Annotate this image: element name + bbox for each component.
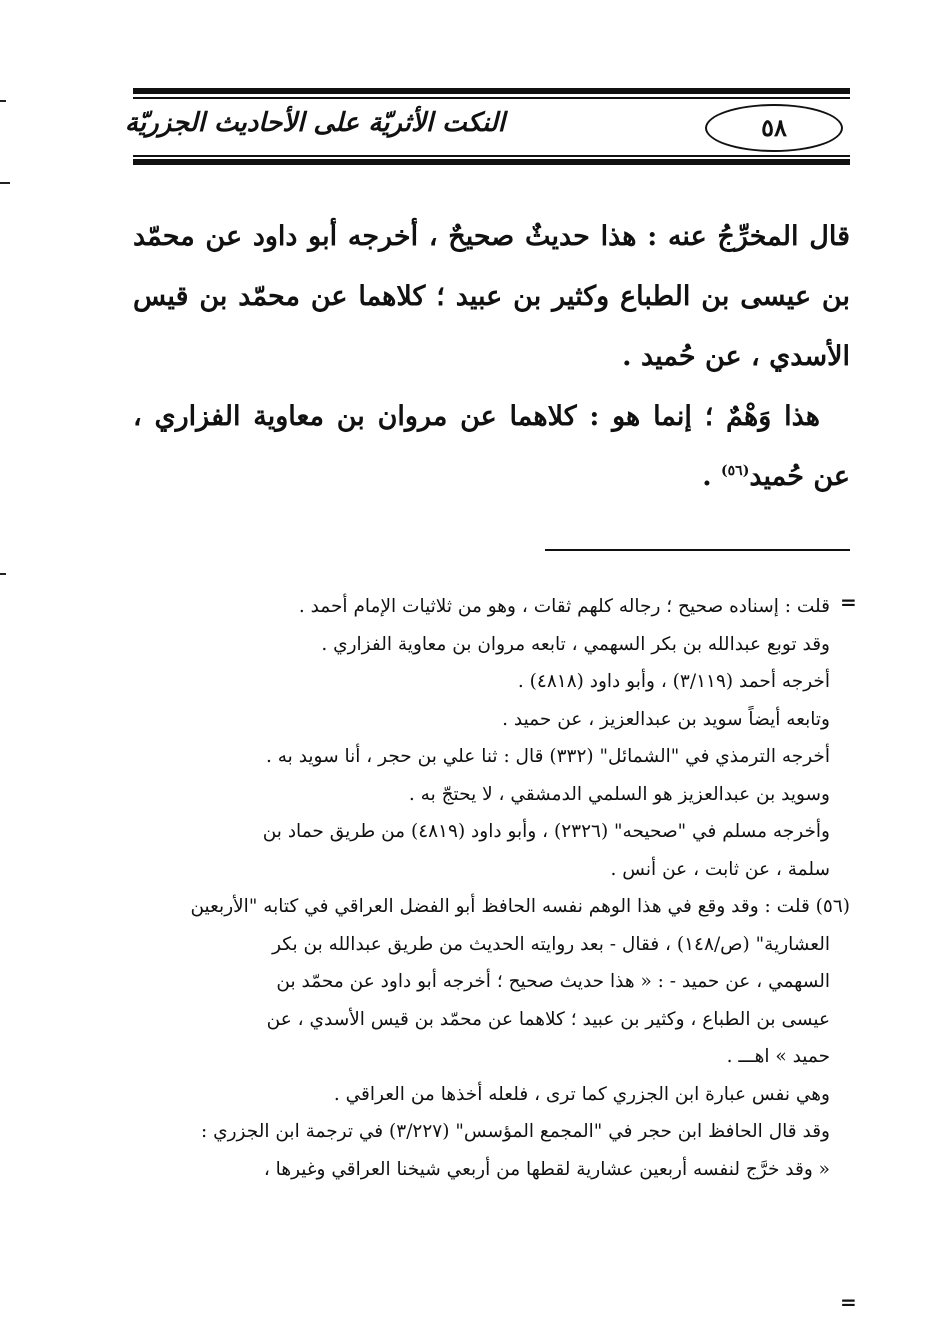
- footnote-line: حميد » اهـــ .: [726, 1046, 830, 1067]
- footnote-line: السهمي ، عن حميد - : « هذا حديث صحيح ؛ أخرجه أبو داود عن محمّد بن: [276, 971, 830, 992]
- body-paragraph-1: قال المخرِّجُ عنه : هذا حديثٌ صحيحٌ ، أخرجه أبو داود عن محمّد بن عيسى بن الطباع وكثير بن عبيد ؛ كلاهما عن محمّد بن قيس الأسدي ، عن حُميد .: [133, 221, 850, 372]
- continuation-marker: =: [840, 590, 857, 614]
- footnote-line: أخرجه أحمد (٣/١١٩) ، وأبو داود (٤٨١٨) .: [517, 671, 830, 692]
- page-number-oval: ٥٨: [705, 104, 843, 152]
- footnote-line: وسويد بن عبدالعزيز هو السلمي الدمشقي ، لا يحتجّ به .: [408, 783, 830, 805]
- header-rule-thick-bottom: [133, 159, 850, 165]
- scan-edge-mark: [0, 573, 6, 575]
- continuation-marker: =: [840, 1290, 857, 1314]
- footnote-line: وهي نفس عبارة ابن الجزري كما ترى ، فلعله أخذها من العراقي .: [333, 1083, 830, 1105]
- footnote-line: وقد توبع عبدالله بن بكر السهمي ، تابعه مروان بن معاوية الفزاري .: [321, 633, 830, 655]
- footnote-56-line: (٥٦) قلت : وقد وقع في هذا الوهم نفسه الحافظ أبو الفضل العراقي في كتابه "الأربعين: [190, 896, 850, 917]
- header-rule-thin-bottom: [133, 155, 850, 157]
- scan-edge-mark: [0, 182, 10, 184]
- body-paragraph-2-text: هذا وَهْمٌ ؛ إنما هو : كلاهما عن مروان بن معاوية الفزاري ، عن حُميد: [133, 401, 850, 492]
- body-paragraph-2: [133, 387, 850, 507]
- scan-edge-mark: [0, 100, 6, 102]
- body-paragraph-2-end: .: [702, 461, 722, 492]
- footnote-line: وأخرجه مسلم في "صحيحه" (٢٣٢٦) ، وأبو داود (٤٨١٩) من طريق حماد بن: [262, 821, 830, 842]
- footnote-line: العشارية" (ص/١٤٨) ، فقال - بعد روايته الحديث من طريق عبدالله بن بكر: [272, 933, 830, 955]
- footnote-line: وقد قال الحافظ ابن حجر في "المجمع المؤسس" (٣/٢٢٧) في ترجمة ابن الجزري :: [201, 1121, 830, 1142]
- footnote-line: عيسى بن الطباع ، وكثير بن عبيد ؛ كلاهما عن محمّد بن قيس الأسدي ، عن: [266, 1008, 830, 1030]
- footnote-line: قلت : إسناده صحيح ؛ رجاله كلهم ثقات ، وهو من ثلاثيات الإمام أحمد .: [298, 596, 830, 617]
- running-header-title: النكت الأثريّة على الأحاديث الجزريّة: [124, 108, 505, 138]
- footnote-separator: [545, 549, 850, 551]
- footnote-line: « وقد خرَّج لنفسه أربعين عشارية لقطها من أربعي شيخنا العراقي وغيرها ،: [263, 1158, 830, 1180]
- footnote-line: أخرجه الترمذي في "الشمائل" (٣٣٢) قال : ثنا علي بن حجر ، أنا سويد به .: [265, 746, 830, 767]
- header-rule-thin-top: [133, 97, 850, 99]
- footnote-line: سلمة ، عن ثابت ، عن أنس .: [610, 858, 830, 880]
- header-rule-thick-top: [133, 88, 850, 94]
- footnotes-block: [133, 588, 850, 1188]
- footnote-line: وتابعه أيضاً سويد بن عبدالعزيز ، عن حميد .: [502, 708, 830, 730]
- footnote-reference: (٥٦): [721, 463, 750, 479]
